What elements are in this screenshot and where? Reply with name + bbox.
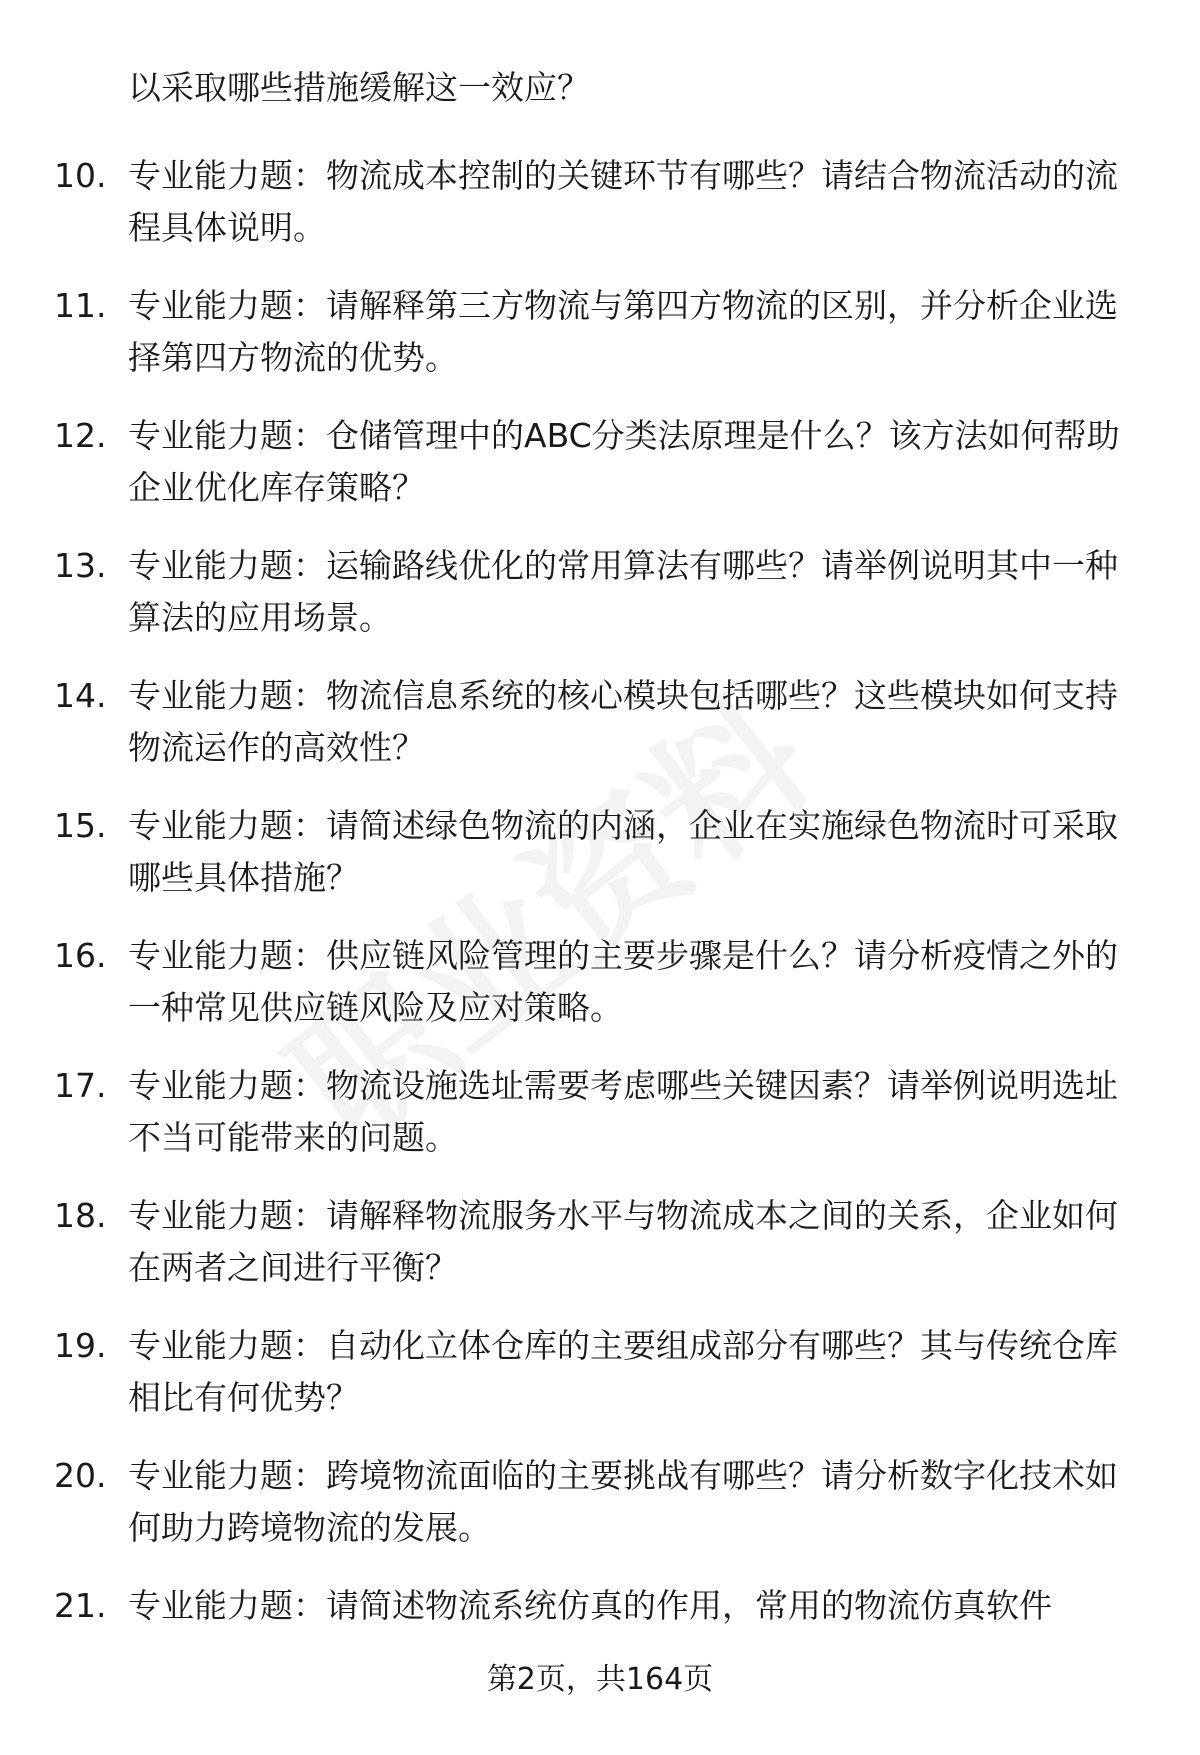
question-number: 17. xyxy=(54,1066,107,1105)
question-item xyxy=(0,280,1200,410)
question-item xyxy=(0,540,1200,670)
question-text: 专业能力题：运输路线优化的常用算法有哪些？请举例说明其中一种算法的应用场景。 xyxy=(128,546,1118,637)
question-number: 10. xyxy=(54,156,107,195)
question-text: 专业能力题：自动化立体仓库的主要组成部分有哪些？其与传统仓库相比有何优势？ xyxy=(128,1326,1118,1417)
question-text: 专业能力题：仓储管理中的ABC分类法原理是什么？该方法如何帮助企业优化库存策略？ xyxy=(128,416,1120,507)
question-number: 14. xyxy=(54,676,107,715)
question-item xyxy=(0,410,1200,540)
continuation-text: 以采取哪些措施缓解这一效应？ xyxy=(128,68,590,107)
question-number: 18. xyxy=(54,1196,107,1235)
question-item xyxy=(0,150,1200,280)
question-number: 21. xyxy=(54,1586,107,1625)
question-number: 16. xyxy=(54,936,107,975)
question-item xyxy=(0,1060,1200,1190)
question-item xyxy=(0,800,1200,930)
question-text: 专业能力题：跨境物流面临的主要挑战有哪些？请分析数字化技术如何助力跨境物流的发展。 xyxy=(128,1456,1118,1547)
question-text: 专业能力题：供应链风险管理的主要步骤是什么？请分析疫情之外的一种常见供应链风险及应对策略。 xyxy=(128,936,1118,1027)
question-number: 15. xyxy=(54,806,107,845)
question-number: 13. xyxy=(54,546,107,585)
question-text: 专业能力题：物流成本控制的关键环节有哪些？请结合物流活动的流程具体说明。 xyxy=(128,156,1118,247)
question-number: 12. xyxy=(54,416,107,455)
question-item xyxy=(0,1320,1200,1450)
question-text: 专业能力题：请简述物流系统仿真的作用，常用的物流仿真软件 xyxy=(128,1586,1052,1625)
question-text: 专业能力题：请解释物流服务水平与物流成本之间的关系，企业如何在两者之间进行平衡？ xyxy=(128,1196,1118,1287)
question-item xyxy=(0,1450,1200,1580)
question-number: 20. xyxy=(54,1456,107,1495)
question-item xyxy=(0,930,1200,1060)
question-number: 11. xyxy=(54,286,107,325)
question-text: 专业能力题：物流信息系统的核心模块包括哪些？这些模块如何支持物流运作的高效性？ xyxy=(128,676,1118,767)
question-list xyxy=(0,150,1200,1710)
question-item xyxy=(0,1190,1200,1320)
page-footer: 第2页，共164页 xyxy=(486,1662,714,1697)
question-item xyxy=(0,670,1200,800)
question-text: 专业能力题：请解释第三方物流与第四方物流的区别，并分析企业选择第四方物流的优势。 xyxy=(128,286,1118,377)
question-number: 19. xyxy=(54,1326,107,1365)
question-text: 专业能力题：物流设施选址需要考虑哪些关键因素？请举例说明选址不当可能带来的问题。 xyxy=(128,1066,1118,1157)
question-text: 专业能力题：请简述绿色物流的内涵，企业在实施绿色物流时可采取哪些具体措施？ xyxy=(128,806,1118,897)
